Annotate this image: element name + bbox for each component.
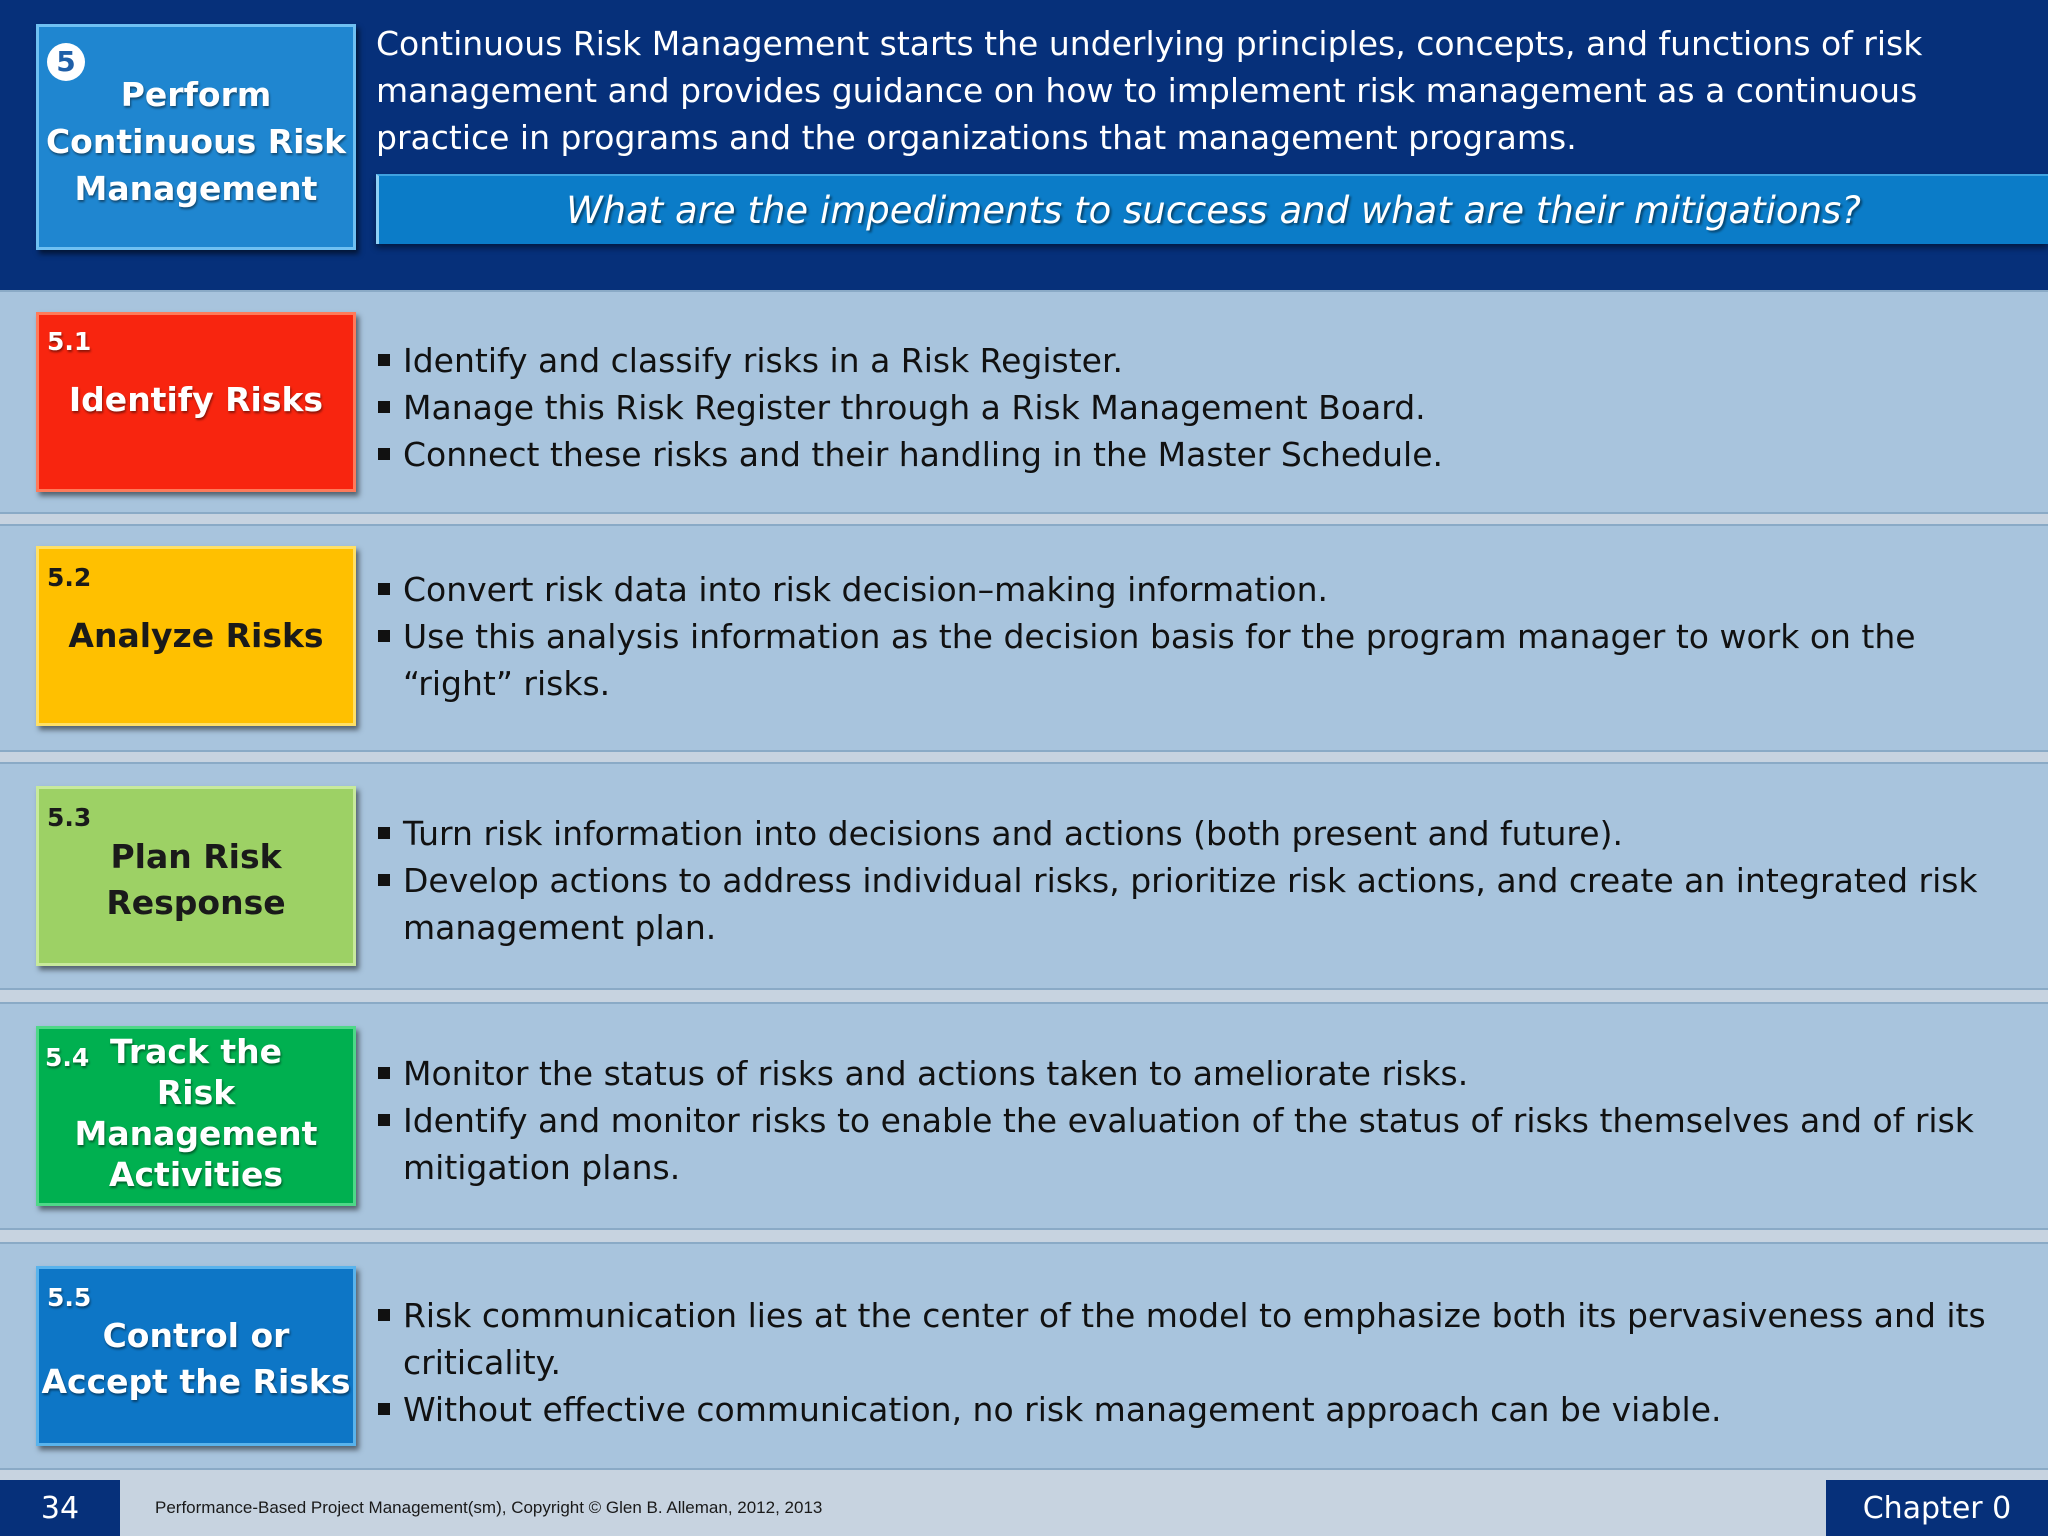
step-row-identify-risks: [0, 290, 2048, 514]
step-title: Analyze Risks: [68, 616, 324, 655]
step-box-identify-risks: [36, 312, 356, 492]
step-number: 5.4: [45, 1043, 90, 1072]
page-number: 34: [0, 1480, 120, 1536]
bullet-item: Without effective communication, no risk management approach can be viable.: [376, 1386, 2016, 1433]
step-box-track-activities: [36, 1026, 356, 1206]
bullet-item: Connect these risks and their handling in the Master Schedule.: [376, 431, 2016, 478]
step-box-plan-risk-response: [36, 786, 356, 966]
header-section: [0, 0, 2048, 290]
bullet-item: Turn risk information into decisions and actions (both present and future).: [376, 810, 2016, 857]
section-title: Perform Continuous Risk Management: [45, 74, 347, 208]
bullet-list: [376, 566, 2016, 707]
intro-text: Continuous Risk Management starts the underlying principles, concepts, and functions of risk management and provides guidance on how to implement risk management as a continuous practice in programs and the organizations that management programs.: [376, 24, 1923, 157]
step-number: 5.2: [47, 563, 92, 592]
step-row-analyze-risks: [0, 524, 2048, 752]
bullet-item: Convert risk data into risk decision–making information.: [376, 566, 2016, 613]
step-box-control-accept-risks: [36, 1266, 356, 1446]
step-number: 5.3: [47, 803, 92, 832]
bullet-item: Develop actions to address individual risks, prioritize risk actions, and create an integrated risk management plan.: [376, 857, 2016, 951]
copyright-text: Performance-Based Project Management(sm), Copyright © Glen B. Alleman, 2012, 2013: [155, 1498, 823, 1517]
step-number-badge: 5: [47, 43, 85, 81]
step-title: Track the Risk Management Activities: [74, 1032, 318, 1194]
step-number: 5.5: [47, 1283, 92, 1312]
bullet-list: [376, 337, 2016, 478]
bullet-item: Identify and monitor risks to enable the evaluation of the status of risks themselves and of risk mitigation plans.: [376, 1097, 2016, 1191]
bullet-item: Use this analysis information as the decision basis for the program manager to work on the “right” risks.: [376, 613, 2016, 707]
step-title: Identify Risks: [68, 380, 324, 419]
step-title: Plan Risk Response: [106, 837, 286, 922]
step-box-analyze-risks: [36, 546, 356, 726]
bullet-item: Monitor the status of risks and actions taken to ameliorate risks.: [376, 1050, 2016, 1097]
bullet-list: [376, 810, 2016, 951]
bullet-item: Risk communication lies at the center of the model to emphasize both its pervasiveness and its criticality.: [376, 1292, 2016, 1386]
question-text: What are the impediments to success and what are their mitigations?: [566, 188, 1861, 232]
step-row-control-accept-risks: [0, 1242, 2048, 1470]
step-number: 5.1: [47, 327, 92, 356]
bullet-list: [376, 1050, 2016, 1191]
step-row-plan-risk-response: [0, 762, 2048, 990]
question-banner: [376, 174, 2048, 244]
section-title-box: [36, 24, 356, 250]
bullet-item: Manage this Risk Register through a Risk Management Board.: [376, 384, 2016, 431]
step-row-track-activities: [0, 1002, 2048, 1230]
footer: [0, 1480, 2048, 1536]
bullet-list: [376, 1292, 2016, 1433]
step-title: Control or Accept the Risks: [41, 1316, 351, 1401]
chapter-label: Chapter 0: [1826, 1480, 2048, 1536]
bullet-item: Identify and classify risks in a Risk Register.: [376, 337, 2016, 384]
